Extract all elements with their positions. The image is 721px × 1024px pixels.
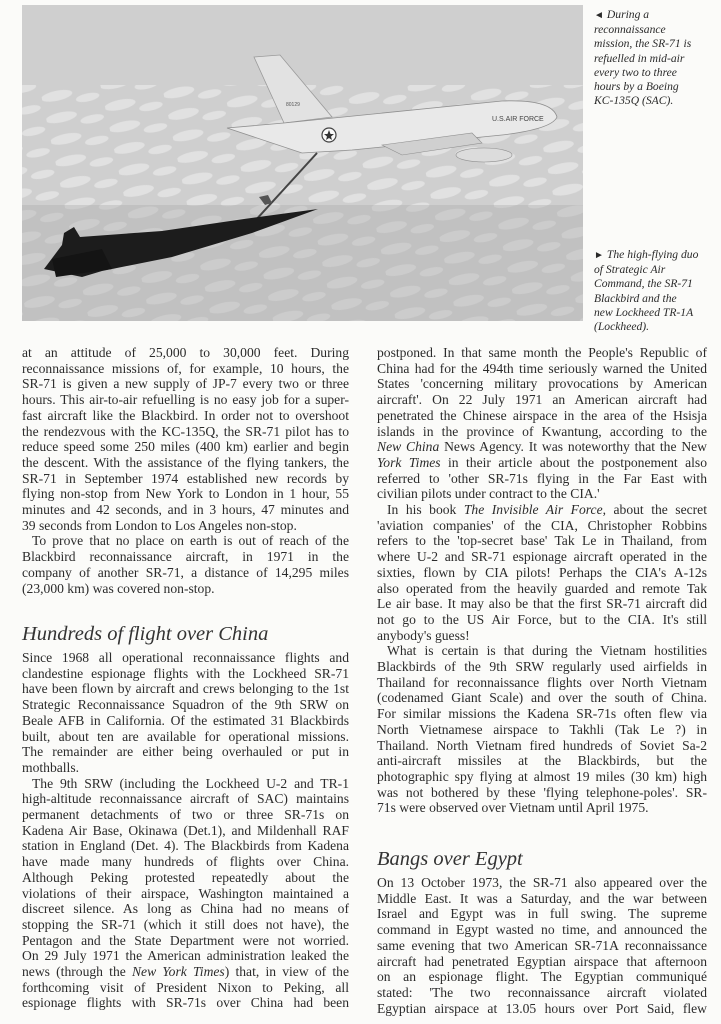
refuelling-photo xyxy=(22,5,583,321)
text-line: flying non-stop from New York to London in 1 hour, 55 xyxy=(22,486,349,502)
text-line: fast aircraft like the Blackbird. In order not to overshoot xyxy=(22,407,349,423)
text-line: SR-71 in September 1974 established new records by xyxy=(22,470,349,486)
text-line: stopping the SR-71 (which it still does not have), the xyxy=(22,916,349,932)
text-line: command in Egypt wasted no time, and announced the xyxy=(377,922,707,938)
text-line: Egyptian airspace at 13.05 hours over Port Said, flew xyxy=(377,1000,707,1016)
text-line: company of another SR-71, a distance of 14,295 miles xyxy=(22,564,349,580)
caption-text: Command, the SR-71 xyxy=(594,277,693,291)
caption-text: Blackbird and the xyxy=(594,291,677,305)
text-line: where U-2 and SR-71 espionage aircraft operated in the xyxy=(377,549,707,565)
text-line: anti-aircraft missiles at the Blackbirds, but the xyxy=(377,753,707,769)
text-line: sixties, flown by CIA pilots! Perhaps the CIA's A-12s xyxy=(377,564,707,580)
caption-text: The high-flying duo xyxy=(606,248,699,261)
text-line: aircraft had penetrated Egyptian airspace that afternoon xyxy=(377,953,707,969)
text-line: photographic spy flying at almost 19 miles (30 km) high xyxy=(377,768,707,784)
text-line: (23,000 km) was covered non-stop. xyxy=(22,580,215,596)
text-line: Strategic Reconnaissance Squadron of the 9th SRW on xyxy=(22,697,349,713)
text-line: 39 seconds from London to Los Angeles non-stop. xyxy=(22,517,297,533)
text-line: reduce speed some 250 miles (400 km) earlier and begin xyxy=(22,439,349,455)
text-line: On 29 July 1971 the American administration leaked the xyxy=(22,948,349,964)
text-line: In his book The Invisible Air Force, about the secret xyxy=(387,502,707,517)
text-line: mothballs. xyxy=(22,759,80,775)
text-line: The 9th SRW (including the Lockheed U-2 and TR-1 xyxy=(32,775,349,791)
text-line: minutes and 42 seconds, and in 3 hours, 47 minutes and xyxy=(22,502,349,517)
section-heading-egypt: Bangs over Egypt xyxy=(377,848,523,870)
text-line: Israel and Egypt was in full swing. The supreme xyxy=(377,906,707,922)
caption-text: (Lockheed). xyxy=(594,320,650,334)
text-line: forthcoming visit of President Nixon to Peking, all xyxy=(22,979,349,995)
text-line: The remainder are either being overhauled or put in xyxy=(22,744,349,760)
text-line: (codenamed Giant Scale) and over the south of China. xyxy=(377,690,707,706)
photo-caption-top xyxy=(594,8,718,108)
caption-text: of Strategic Air xyxy=(594,263,666,277)
text-line: Beale AFB in California. Of the estimated 31 Blackbirds xyxy=(22,712,349,728)
text-line: referred to 'other SR-71s flying in the Far East with xyxy=(377,470,707,486)
right-arrow-icon: ► xyxy=(594,250,604,261)
text-line: North Vietnamese airspace to Takhli (Tak Le ?) in xyxy=(377,721,707,737)
text-line: postponed. In that same month the People's Republic of xyxy=(377,345,707,360)
photo-caption-bottom xyxy=(594,248,718,334)
caption-text: refuelled in mid-air xyxy=(594,51,685,65)
caption-text: reconnaissance xyxy=(594,23,666,37)
caption-text: KC-135Q (SAC). xyxy=(594,94,674,108)
text-line: clandestine espionage flights with the Lockheed SR-71 xyxy=(22,665,349,681)
text-line: Although Peking protested repeatedly about the xyxy=(22,869,349,885)
text-line: penetrated the Chinese airspace in the area of the Hsisja xyxy=(377,407,707,423)
text-line: on an espionage flight. The Egyptian communiqué xyxy=(377,969,707,985)
aircraft-illustration xyxy=(22,5,583,321)
text-line: built, about ten are available for operational missions. xyxy=(22,728,349,744)
text-line: same evening that two American SR-71A reconnaissance xyxy=(377,937,707,953)
caption-text: every two to three xyxy=(594,65,677,79)
text-line: On 13 October 1973, the SR-71 also appeared over the xyxy=(377,875,707,890)
text-line: Le air base. It may also be that the first SR-71 aircraft did xyxy=(377,596,707,612)
text-line: violations of their airspace, Washington maintained a xyxy=(22,885,349,901)
text-line: station in England (Det. 4). The Blackbirds from Kadena xyxy=(22,838,349,854)
text-line: aircraft'. On 22 July 1971 an American aircraft had xyxy=(377,392,707,408)
text-line: the descent. With the assistance of the flying tankers, the xyxy=(22,454,349,470)
text-line: For similar missions the Kadena SR-71s often flew via xyxy=(377,706,707,722)
section-heading-china: Hundreds of flight over China xyxy=(22,623,269,645)
svg-text:80129: 80129 xyxy=(286,102,300,108)
caption-text: hours by a Boeing xyxy=(594,80,679,94)
text-line: hours. This air-to-air refuelling is no easy job for a super- xyxy=(22,392,349,408)
text-line: 71s were observed over Vietnam until April 1975. xyxy=(377,800,649,816)
text-line: discreet silence. As long as China had no means of xyxy=(22,901,349,917)
text-line: high-altitude reconnaissance aircraft of SAC) maintains xyxy=(22,791,349,807)
text-line: was not bothered by these 'flying telephone-poles'. SR- xyxy=(377,784,707,800)
text-line: What is certain is that during the Vietnam hostilities xyxy=(387,643,707,659)
text-line: To prove that no place on earth is out of reach of the xyxy=(32,533,349,549)
svg-text:U.S.AIR FORCE: U.S.AIR FORCE xyxy=(492,116,544,123)
text-line: have been flown by aircraft and crews belonging to the 1st xyxy=(22,681,349,697)
text-line: islands in the province of Kwantung, according to the xyxy=(377,423,707,439)
text-line: anybody's guess! xyxy=(377,627,470,643)
text-line: 'aviation companies' of the CIA, Christopher Robbins xyxy=(377,517,707,533)
text-line: permanent detachments of two or three SR-71s on xyxy=(22,807,349,822)
text-line: stated: 'The two reconnaissance aircraft violated xyxy=(377,984,707,1000)
text-line: not go to the US Air Force, but to the CIA. It's still xyxy=(377,611,707,627)
caption-text: new Lockheed TR-1A xyxy=(594,305,694,319)
text-line: Thailand for reconnaissance flights over North Vietnam xyxy=(377,674,707,690)
text-line: reconnaissance missions of, for example, 10 hours, the xyxy=(22,360,349,376)
text-line: Blackbird reconnaissance aircraft, in 1971 in the xyxy=(22,549,349,565)
text-line: Thailand. North Vietnam fired hundreds of Soviet Sa-2 xyxy=(377,737,707,753)
text-line: news (through the New York Times) that, in view of the xyxy=(22,964,350,979)
text-line: China had for the 494th time seriously warned the United xyxy=(377,360,707,376)
text-line: also operated from the heavily guarded and remote Tak xyxy=(377,580,707,596)
text-line: States 'concerning military provocations by American xyxy=(377,376,707,392)
text-line: Blackbirds of the 9th SRW regularly used airfields in xyxy=(377,659,707,674)
caption-text: mission, the SR-71 is xyxy=(594,37,692,51)
text-line: Kadena Air Base, Okinawa (Det.1), and Mildenhall RAF xyxy=(22,822,349,838)
left-arrow-icon: ◄ xyxy=(594,10,604,21)
text-line: Pentagon and the State Department were not worried. xyxy=(22,932,349,948)
text-line: at an attitude of 25,000 to 30,000 feet. During xyxy=(22,345,349,360)
text-line: espionage flights with SR-71s over China had been xyxy=(22,995,349,1011)
caption-text: During a xyxy=(606,8,650,21)
text-line: SR-71 is given a new supply of JP-7 every two or three xyxy=(22,376,349,392)
text-line: civilian pilots under contract to the CIA.' xyxy=(377,486,600,502)
text-line: have made many hundreds of flights over China. xyxy=(22,854,349,870)
text-line: refers to the 'top-secret base' Tak Le in Thailand, from xyxy=(377,533,707,549)
text-line: New China News Agency. It was noteworthy that the New xyxy=(377,439,707,455)
text-line: the rendezvous with the KC-135Q, the SR-71 pilot has to xyxy=(22,423,349,439)
text-line: Middle East. It was a Saturday, and the war between xyxy=(377,890,707,906)
text-line: Since 1968 all operational reconnaissance flights and xyxy=(22,650,349,665)
text-line: York Times in their article about the postponement also xyxy=(377,454,708,470)
